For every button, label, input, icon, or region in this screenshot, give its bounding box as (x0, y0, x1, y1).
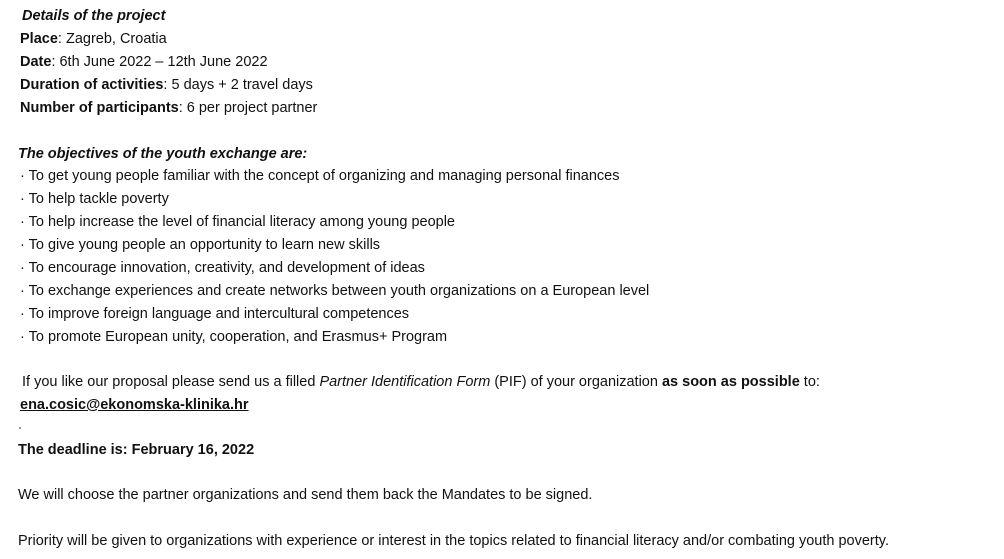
objective-item: · To help tackle poverty (20, 191, 169, 207)
objective-item: · To promote European unity, cooperation, and Erasmus+ Program (20, 329, 448, 345)
place-value: : Zagreb, Croatia (57, 31, 167, 47)
date-value: : 6th June 2022 – 12th June 2022 (51, 54, 268, 70)
proposal-paragraph (22, 373, 820, 391)
choose-partners-text: We will choose the partner organizations and send them back the Mandates to be signed. (18, 487, 593, 503)
objective-item: · To help increase the level of financial literacy among young people (20, 214, 455, 230)
objectives-heading: The objectives of the youth exchange are: (18, 146, 308, 162)
stray-dot (19, 427, 21, 429)
objective-item: · To exchange experiences and create networks between youth organizations on a European level (20, 283, 650, 299)
priority-text: Priority will be given to organizations with experience or interest in the topics related to financial literacy and/or combating youth poverty. (18, 533, 889, 549)
proposal-text-2: (PIF) of your organization (490, 374, 662, 390)
participants-label: Number of participants (20, 100, 179, 116)
objective-item: · To improve foreign language and intercultural competences (20, 306, 410, 322)
duration-line (20, 76, 313, 94)
proposal-text-1: If you like our proposal please send us a filled (22, 374, 320, 390)
place-label: Place (20, 31, 58, 47)
objective-item: · To get young people familiar with the concept of organizing and managing personal finances (20, 168, 620, 184)
date-label: Date (20, 54, 52, 70)
objective-item: · To give young people an opportunity to learn new skills (20, 237, 381, 253)
date-line (20, 53, 268, 71)
duration-value: : 5 days + 2 travel days (163, 77, 313, 93)
proposal-text-3: to: (799, 374, 820, 390)
pif-form-name: Partner Identification Form (319, 374, 491, 390)
details-heading: Details of the project (22, 8, 166, 24)
objective-item: · To encourage innovation, creativity, and development of ideas (20, 260, 425, 276)
proposal-emphasis: as soon as possible (661, 374, 800, 390)
participants-line (20, 99, 317, 117)
place-line (20, 30, 167, 48)
contact-email-link[interactable]: ena.cosic@ekonomska-klinika.hr (20, 397, 249, 413)
deadline-text: The deadline is: February 16, 2022 (18, 442, 255, 458)
duration-label: Duration of activities (20, 77, 164, 93)
participants-value: : 6 per project partner (178, 100, 318, 116)
